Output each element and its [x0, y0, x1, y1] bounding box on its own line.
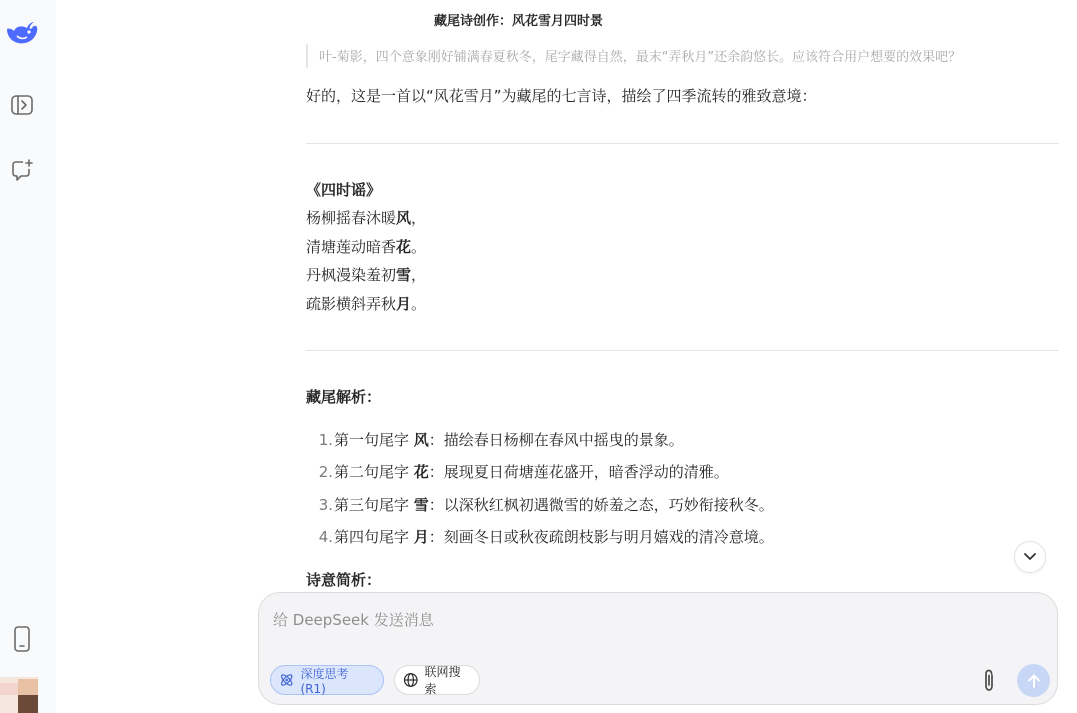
- thinking-border: [306, 44, 308, 68]
- sidebar-toggle-icon[interactable]: [0, 91, 44, 119]
- divider: [306, 350, 1059, 351]
- chevron-down-icon: [1023, 552, 1037, 562]
- thinking-snippet: 叶-菊影，四个意象刚好铺满春夏秋冬，尾字藏得自然，最末“弄秋月”还余韵悠长。应该符合用户想要的效果吧？: [319, 50, 962, 65]
- deep-think-label: 深度思考 (R1): [300, 666, 349, 696]
- poem-title: 《四时谣》: [306, 181, 382, 199]
- paperclip-icon: [981, 668, 997, 694]
- attach-button[interactable]: [977, 667, 1001, 695]
- avatar[interactable]: [0, 677, 38, 713]
- poem-line: 清塘莲动暗香花。: [306, 238, 427, 256]
- analysis-heading: 藏尾解析：: [306, 388, 382, 406]
- deep-think-toggle[interactable]: [270, 665, 384, 695]
- divider: [306, 143, 1059, 144]
- list-item: 1.第一句尾字 风：描绘春日杨柳在春风中摇曳的景象。: [318, 431, 684, 449]
- poem-line: 疏影横斜弄秋月。: [306, 295, 427, 313]
- chat-title: 藏尾诗创作：风花雪月四时景: [433, 14, 603, 29]
- new-chat-icon[interactable]: [0, 156, 44, 184]
- arrow-up-icon: [1027, 673, 1041, 689]
- send-button[interactable]: [1017, 664, 1050, 697]
- globe-icon: [403, 672, 419, 688]
- sidebar: [0, 0, 56, 713]
- web-search-toggle[interactable]: [394, 665, 480, 695]
- message-composer: [258, 592, 1058, 705]
- list-item: 4.第四句尾字 月：刻画冬日或秋夜疏朗枝影与明月嬉戏的清冷意境。: [318, 528, 774, 546]
- message-input[interactable]: 给 DeepSeek 发送消息: [273, 611, 434, 629]
- mobile-phone-icon[interactable]: [0, 625, 44, 653]
- meaning-heading: 诗意简析：: [306, 571, 382, 589]
- list-item: 2.第二句尾字 花：展现夏日荷塘莲花盛开，暗香浮动的清雅。: [318, 463, 729, 481]
- answer-intro: 好的，这是一首以“风花雪月”为藏尾的七言诗，描绘了四季流转的雅致意境：: [306, 87, 817, 105]
- atom-icon: [279, 672, 294, 688]
- poem-line: 丹枫漫染羞初雪，: [306, 266, 427, 284]
- web-search-label: 联网搜索: [424, 665, 461, 696]
- poem-line: 杨柳摇春沐暖风，: [306, 209, 427, 227]
- scroll-down-button[interactable]: [1014, 541, 1046, 573]
- list-item: 3.第三句尾字 雪：以深秋红枫初遇微雪的娇羞之态，巧妙衔接秋冬。: [318, 496, 774, 514]
- page-title: [0, 10, 1077, 29]
